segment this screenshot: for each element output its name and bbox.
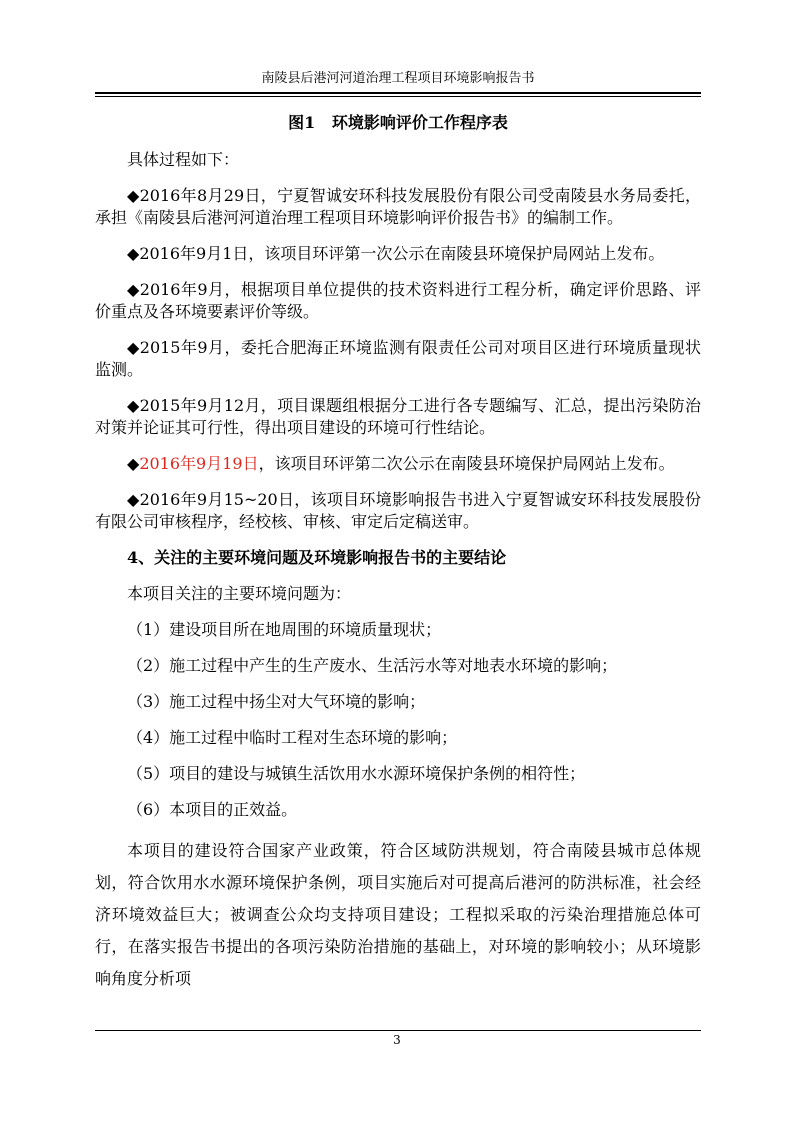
bullet-text: ，根据项目单位提供的技术资料进行工程分析，确定评价思路、评价重点及各环境要素评价等级。 <box>95 280 701 321</box>
bullet-item <box>95 243 701 279</box>
diamond-bullet-icon: ◆ <box>127 454 140 473</box>
issue-item: （1）建设项目所在地周围的环境质量现状； <box>127 620 442 639</box>
diamond-bullet-icon: ◆ <box>127 280 140 299</box>
section-heading: 4、关注的主要环境问题及环境影响报告书的主要结论 <box>127 548 507 567</box>
process-intro: 具体过程如下： <box>127 150 240 169</box>
bullet-item <box>95 395 701 453</box>
bullet-date: 2016年9月15~20日 <box>139 490 295 509</box>
bullet-date: 2015年9月 <box>139 338 225 357</box>
bullet-item <box>95 185 701 243</box>
bullet-item <box>95 337 701 395</box>
header-rule <box>95 92 701 94</box>
bullet-text: ，宁夏智诚安环科技发展股份有限公司受南陵县水务局委托，承担《南陵县后港河河道治理工程项目环境影响评价报告书》的编制工作。 <box>95 186 701 227</box>
bullet-text: ，该项目环评第一次公示在南陵县环境保护局网站上发布。 <box>248 244 665 263</box>
diamond-bullet-icon: ◆ <box>127 244 140 263</box>
issue-item: （5）项目的建设与城镇生活饮用水水源环境保护条例的相符性； <box>127 764 586 783</box>
diamond-bullet-icon: ◆ <box>127 396 140 415</box>
bullet-date: 2016年8月29日 <box>139 186 261 205</box>
bullet-item <box>95 453 701 489</box>
issue-item: （6）本项目的正效益。 <box>127 800 298 819</box>
figure-caption: 图1 环境影响评价工作程序表 <box>288 113 508 132</box>
bullet-date-highlighted: 2016年9月19日 <box>139 454 259 473</box>
diamond-bullet-icon: ◆ <box>127 186 140 205</box>
bullet-date: 2015年9月12月 <box>139 396 261 415</box>
page-number: 3 <box>393 1033 401 1047</box>
conclusion-paragraph: 本项目的建设符合国家产业政策，符合区域防洪规划，符合南陵县城市总体规划，符合饮用水水源环境保护条例，项目实施后对可提高后港河的防洪标准，社会经济环境效益巨大；被调查公众均支持项目建设；工程拟采取的污染治理措施总体可行，在落实报告书提出的各项污染防治措施的基础上，对环境的影响较小；从环境影响角度分析项 <box>95 841 701 988</box>
document-body <box>95 112 701 995</box>
section-intro: 本项目关注的主要环境问题为： <box>127 584 352 603</box>
bullet-text: ，项目课题组根据分工进行各专题编写、汇总，提出污染防治对策并论证其可行性，得出项目建设的环境可行性结论。 <box>95 396 701 437</box>
bullet-item <box>95 279 701 337</box>
diamond-bullet-icon: ◆ <box>127 338 140 357</box>
issue-item: （2）施工过程中产生的生产废水、生活污水等对地表水环境的影响； <box>127 656 618 675</box>
issue-item: （4）施工过程中临时工程对生态环境的影响； <box>127 728 458 747</box>
bullet-date: 2016年9月1日 <box>139 244 249 263</box>
bullet-date: 2016年9月 <box>139 280 225 299</box>
bullet-item <box>95 489 701 547</box>
page-header: 南陵县后港河河道治理工程项目环境影响报告书 <box>261 71 535 86</box>
bullet-text: ，委托合肥海正环境监测有限责任公司对项目区进行环境质量现状监测。 <box>95 338 701 379</box>
issue-item: （3）施工过程中扬尘对大气环境的影响； <box>127 692 426 711</box>
bullet-text: ，该项目环评第二次公示在南陵县环境保护局网站上发布。 <box>258 454 675 473</box>
footer-rule <box>95 1030 701 1031</box>
header-rule-thin <box>95 96 701 97</box>
diamond-bullet-icon: ◆ <box>127 490 140 509</box>
bullet-text: ，该项目环境影响报告书进入宁夏智诚安环科技发展股份有限公司审核程序，经校核、审核、审定后定稿送审。 <box>95 490 701 531</box>
